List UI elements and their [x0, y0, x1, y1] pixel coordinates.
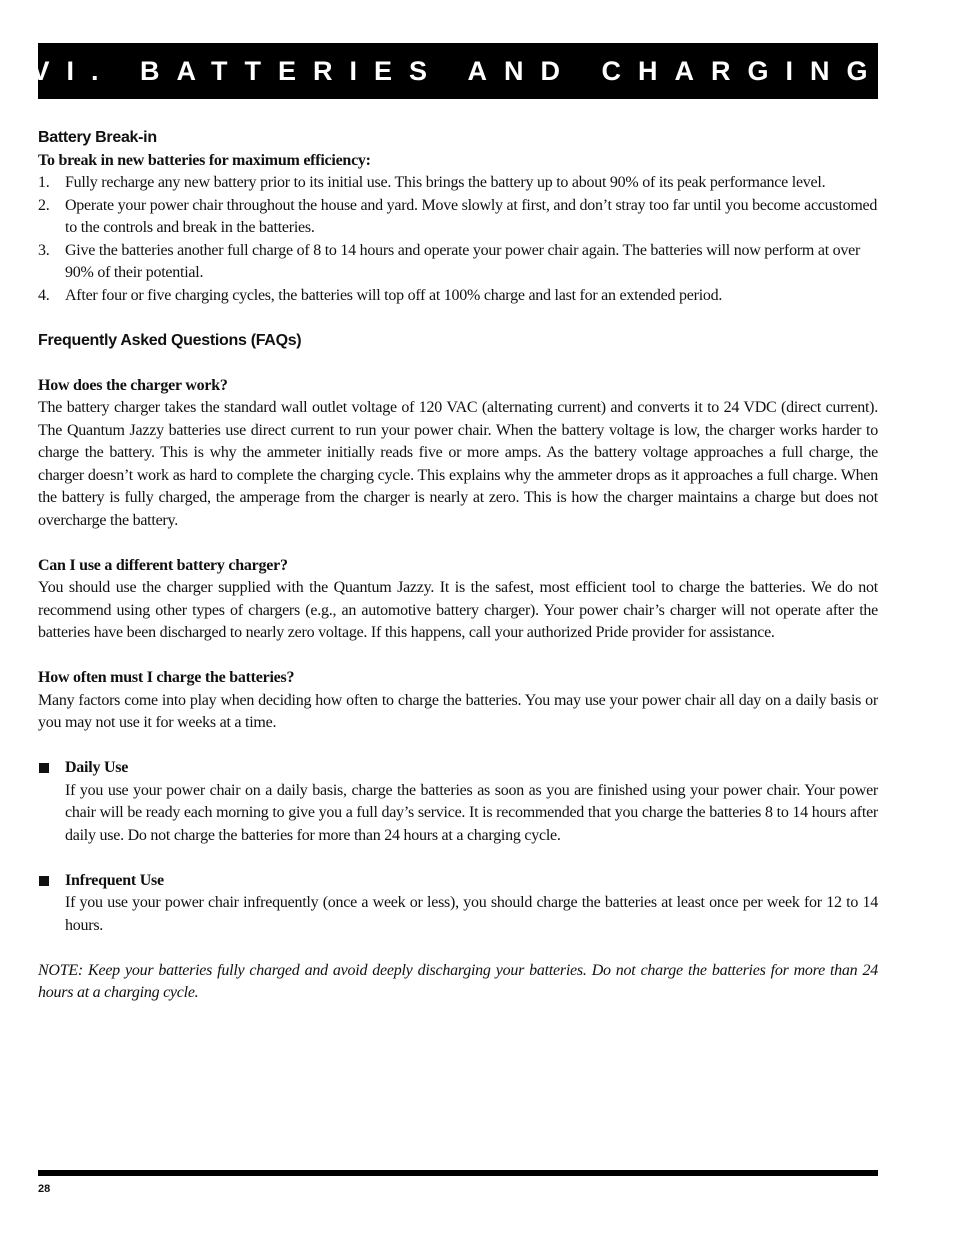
step-text: After four or five charging cycles, the batteries will top off at 100% charge and last for an extended period.: [65, 286, 723, 304]
daily-use-title: Daily Use: [65, 759, 129, 776]
infrequent-use-item: [38, 870, 878, 938]
faq-question-how-often: How often must I charge the batteries?: [38, 669, 295, 686]
step-text: Fully recharge any new battery prior to its initial use. This brings the battery up to about 90% of its peak performance level.: [65, 174, 826, 191]
charging-note: NOTE: Keep your batteries fully charged and avoid deeply discharging your batteries. Do not charge the batteries for more than 24 hours at a charging cycle.: [38, 961, 878, 1001]
page-content: [38, 127, 878, 1005]
step-number: 1.: [38, 174, 50, 191]
faq-question-charger-work: How does the charger work?: [38, 376, 228, 394]
infrequent-use-text: If you use your power chair infrequently (once a week or less), you should charge the batteries at least once per week for 12 to 14 hours.: [65, 894, 878, 934]
square-bullet-icon: [39, 876, 49, 886]
breakin-intro: To break in new batteries for maximum efficiency:: [38, 151, 371, 169]
faq-heading: Frequently Asked Questions (FAQs): [38, 331, 302, 349]
section-title-banner: [31, 43, 885, 99]
breakin-steps: [38, 172, 878, 307]
step-text: Give the batteries another full charge of 8 to 14 hours and operate your power chair again. The batteries will now perform at over 90% of their potential.: [65, 241, 861, 281]
breakin-heading: Battery Break-in: [38, 129, 157, 146]
daily-use-text: If you use your power chair on a daily basis, charge the batteries as soon as you are finished using your power chair. Your power chair will be ready each morning to give you a full day’s service. It is recommended that you charge the batteries 8 to 14 hours after daily use. Do not charge the batteries for more than 24 hours at a charging cycle.: [65, 781, 878, 844]
faq-question-different-charger: Can I use a different battery charger?: [38, 556, 288, 574]
daily-use-item: [38, 757, 878, 847]
list-item: [38, 285, 878, 308]
manual-page: [31, 43, 885, 1005]
step-number: 4.: [38, 286, 50, 304]
faq-answer-how-often: Many factors come into play when deciding how often to charge the batteries. You may use your power chair all day on a daily basis or you may not use it for weeks at a time.: [38, 691, 878, 731]
footer-rule: [38, 1170, 878, 1176]
battery-breakin-section: [38, 127, 878, 307]
faq-answer-different-charger: You should use the charger supplied with the Quantum Jazzy. It is the safest, most efficient tool to charge the batteries. We do not recommend using other types of chargers (e.g., an automotive battery charger). Your power chair’s charger will not operate after the batteries have been discharged to nearly zero voltage. If this happens, call your authorized Pride provider for assistance.: [38, 579, 878, 641]
square-bullet-icon: [39, 763, 49, 773]
step-number: 3.: [38, 241, 50, 259]
list-item: [38, 195, 878, 240]
infrequent-use-title: Infrequent Use: [65, 871, 164, 889]
list-item: [38, 172, 878, 195]
faq-section: [38, 330, 878, 1005]
section-title: VI. BATTERIES AND CHARGING: [31, 55, 885, 86]
step-number: 2.: [38, 196, 50, 214]
step-text: Operate your power chair throughout the house and yard. Move slowly at first, and don’t stray too far until you become accustomed to the controls and break in the batteries.: [65, 196, 878, 236]
page-number: 28: [38, 1183, 51, 1195]
list-item: [38, 240, 878, 285]
faq-answer-charger-work: The battery charger takes the standard wall outlet voltage of 120 VAC (alternating current) and converts it to 24 VDC (direct current). The Quantum Jazzy batteries use direct current to run your power chair. When the battery voltage is low, the charger works harder to charge the battery. This is why the ammeter initially reads five or more amps. As the battery voltage approaches a full charge, the charger doesn’t work as hard to complete the charging cycle. This explains why the ammeter drops as it approaches a full charge. When the battery is fully charged, the amperage from the charger is nearly at zero. This is how the charger maintains a charge but does not overcharge the battery.: [38, 399, 878, 529]
